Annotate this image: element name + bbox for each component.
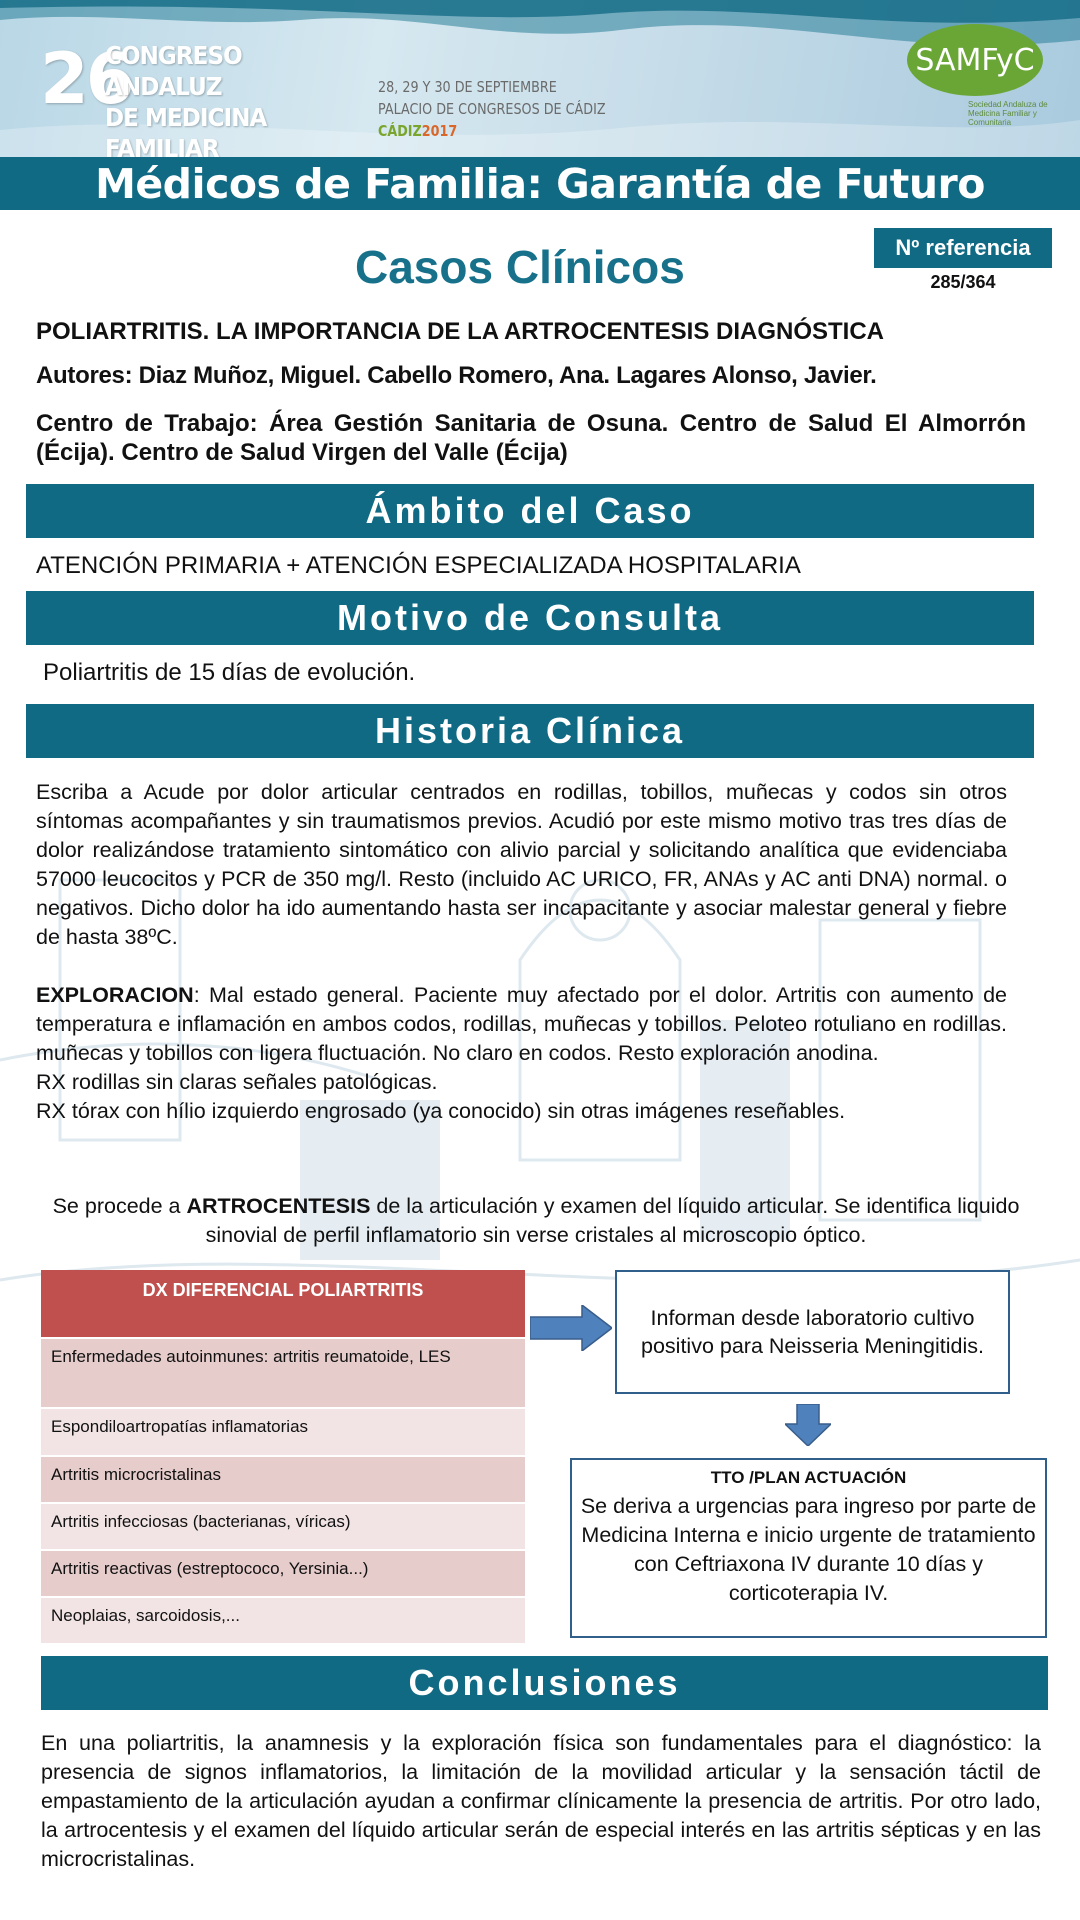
arrow-right-icon — [530, 1305, 612, 1351]
lab-result-text: Informan desde laboratorio cultivo positivo para Neisseria Meningitidis. — [641, 1306, 984, 1358]
congress-name — [105, 40, 353, 157]
section-historia-header: Historia Clínica — [26, 704, 1034, 758]
section-motivo-header: Motivo de Consulta — [26, 591, 1034, 645]
reference-label: Nº referencia — [874, 228, 1052, 268]
congress-info — [378, 76, 606, 142]
rx-knee-text: RX rodillas sin claras señales patológicas. — [36, 1070, 438, 1094]
dx-row: Artritis microcristalinas — [41, 1455, 525, 1502]
arrow-down-icon — [785, 1404, 831, 1446]
dx-row: Artritis infecciosas (bacterianas, víricas) — [41, 1502, 525, 1549]
congress-name-line: CONGRESO ANDALUZ — [105, 41, 242, 101]
arthro-text-post: de la articulación y examen del líquido articular. Se identifica liquido sinovial de perfil inflamatorio sin verse cristales al microscopio óptico. — [205, 1194, 1020, 1247]
samfyc-subtitle: Sociedad Andaluza de Medicina Familiar y Comunitaria — [968, 100, 1048, 127]
banner-text: Médicos de Familia: Garantía de Futuro — [95, 159, 985, 208]
dx-table-header: DX DIFERENCIAL POLIARTRITIS — [41, 1270, 525, 1337]
treatment-plan-text: Se deriva a urgencias para ingreso por parte de Medicina Interna e inicio urgente de tratamiento con Ceftriaxona IV durante 10 días y corticoterapia IV. — [580, 1494, 1037, 1605]
dx-row: Enfermedades autoinmunes: artritis reumatoide, LES — [41, 1337, 525, 1407]
city-name: CÁDIZ — [378, 122, 422, 140]
motivo-text: Poliartritis de 15 días de evolución. — [43, 659, 416, 686]
conclusions-text: En una poliartritis, la anamnesis y la exploración física son fundamentales para el diagnóstico: la presencia de signos inflamatorios, la limitación de la movilidad articular y la sensación táctil de empastamiento de la articulación ayudan a confirmar clínicamente la presencia de artritis. Por otro lado, la artrocentesis y el examen del líquido articular serán de especial interés en las artritis sépticas y en las microcristalinas. — [41, 1731, 1041, 1871]
authors: Autores: Diaz Muñoz, Miguel. Cabello Romero, Ana. Lagares Alonso, Javier. — [36, 362, 877, 389]
treatment-plan-title: TTO /PLAN ACTUACIÓN — [710, 1468, 907, 1487]
history-paragraph: Escriba a Acude por dolor articular centrados en rodillas, tobillos, muñecas y codos sin otros síntomas acompañantes y sin traumatismos previos. Acudió por este mismo motivo tras tres días de dolor realizándose tratamiento sintomático con alivio parcial y solicitando analítica que evidenciaba 57000 leucocitos y PCR de 350 mg/l. Resto (incluido AC URICO, FR, ANAs y AC anti DNA) normal. o negativos. Dicho dolor ha ido aumentando hasta ser incapacitante y asociar malestar general y fiebre de hasta 38ºC. — [36, 780, 1007, 949]
rx-chest-text: RX tórax con hílio izquierdo engrosado (ya conocido) sin otras imágenes reseñables. — [36, 1099, 846, 1123]
congress-dates: 28, 29 Y 30 DE SEPTIEMBRE — [378, 78, 557, 96]
case-title: POLIARTRITIS. LA IMPORTANCIA DE LA ARTROCENTESIS DIAGNÓSTICA — [36, 318, 884, 345]
congress-number: 26 — [40, 38, 132, 120]
exploration-paragraph — [36, 981, 1007, 1068]
exploration-text: : Mal estado general. Paciente muy afectado por el dolor. Artritis con aumento de temperatura e inflamación en ambos codos, rodillas, muñecas y tobillos. Peloteo rotuliano en rodillas. muñecas y tobillos con ligera fluctuación. No claro en codos. Resto exploración anodina. — [36, 983, 1007, 1065]
section-conclusiones-header: Conclusiones — [41, 1656, 1048, 1710]
dx-row: Espondiloartropatías inflamatorias — [41, 1407, 525, 1455]
clinical-history — [36, 778, 1007, 1126]
reference-number: 285/364 — [930, 272, 996, 292]
treatment-plan-box — [570, 1458, 1047, 1638]
congress-city — [378, 120, 606, 142]
city-year: 2017 — [421, 122, 458, 140]
congress-header — [0, 0, 1080, 157]
congress-venue: PALACIO DE CONGRESOS DE CÁDIZ — [378, 100, 606, 118]
congress-name-line: DE MEDICINA FAMILIAR — [105, 103, 267, 157]
arthro-bold: ARTROCENTESIS — [186, 1194, 371, 1218]
ambito-text: ATENCIÓN PRIMARIA + ATENCIÓN ESPECIALIZADA HOSPITALARIA — [36, 552, 801, 579]
exploration-label: EXPLORACION — [36, 983, 194, 1007]
samfyc-logo — [905, 20, 1045, 100]
congress-banner — [0, 157, 1080, 210]
arthrocentesis-paragraph — [36, 1192, 1036, 1250]
arthro-text-pre: Se procede a — [52, 1194, 187, 1218]
differential-diagnosis-table — [41, 1270, 525, 1643]
dx-row: Neoplaias, sarcoidosis,... — [41, 1596, 525, 1643]
logo-text: SAMFyC — [915, 43, 1035, 78]
workplace: Centro de Trabajo: Área Gestión Sanitaria de Osuna. Centro de Salud El Almorrón (Écija). Centro de Salud Virgen del Valle (Écija) — [36, 410, 1026, 466]
dx-row: Artritis reactivas (estreptococo, Yersinia...) — [41, 1549, 525, 1596]
section-ambito-header: Ámbito del Caso — [26, 484, 1034, 538]
lab-result-box — [615, 1270, 1010, 1394]
document-title: Casos Clínicos — [355, 241, 685, 293]
